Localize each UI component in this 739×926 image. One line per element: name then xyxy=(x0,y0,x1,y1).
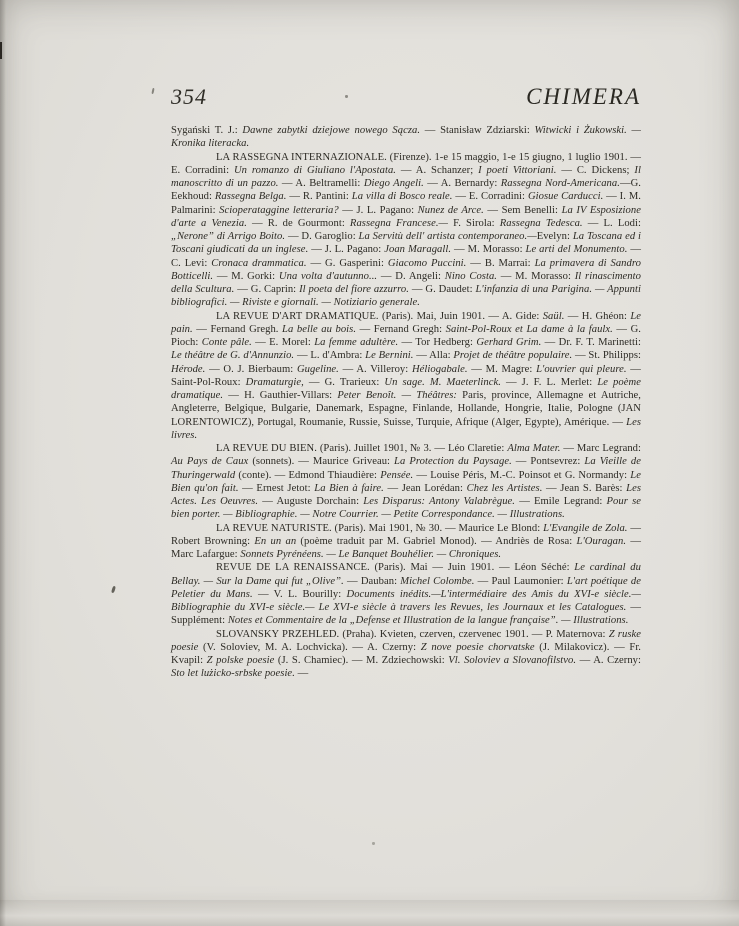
body-text: — Fernand Gregh. xyxy=(196,323,283,335)
body-text: Evelyn: xyxy=(536,231,573,242)
work-title-text: La Servitù dell' artista contemporaneo.— xyxy=(358,231,537,242)
paragraph xyxy=(171,628,641,681)
work-title-text: Diego Angeli. xyxy=(363,178,428,189)
body-text: — Emile Legrand: xyxy=(519,496,607,507)
body-text: — A. Czerny: xyxy=(579,655,642,666)
work-title-text: Hérode. xyxy=(171,363,210,375)
work-title-text: Dramaturgie, xyxy=(245,376,309,388)
body-text: — Saint-Pol-Roux: xyxy=(171,363,641,388)
scan-speck xyxy=(345,95,348,98)
body-text: — G. Gasperini: xyxy=(310,257,388,269)
work-title-text: Una volta d'autunno... xyxy=(278,270,381,282)
work-title-text: Notes et Commentaire de la „Defense et Illustration de la langue française”. — Illustrations. xyxy=(227,615,629,627)
body-text: — V. L. Bourilly: xyxy=(257,588,347,600)
work-title-text: Sonnets Pyrénéens. — Le Banquet Bouhélier. — Chroniques. xyxy=(240,549,502,560)
body-text: — I. M. Palmarini: xyxy=(171,191,642,216)
work-title-text: Pour se bien porter. — Bibliographie. — Notre Courrier. — Petite Correspondance. — Illustrations. xyxy=(171,496,642,521)
body-text: — H. Gauthier-Villars: xyxy=(228,390,338,401)
work-title-text: Rassegna Tedesca. xyxy=(499,217,588,229)
work-title-text: Chez les Artistes. xyxy=(466,482,547,494)
body-text: — J. L. Pagano: xyxy=(311,244,385,256)
journal-title: CHIMERA xyxy=(526,84,641,109)
body-text: LA REVUE NATURISTE. (Paris). Mai 1901, № 30. — Maurice Le Blond: xyxy=(216,522,544,534)
scan-speck xyxy=(151,88,154,94)
work-title-text: Le arti del Monumento. xyxy=(525,244,631,256)
scan-speck xyxy=(372,842,375,845)
work-title-text: Rassegna Francese.— xyxy=(349,217,454,229)
work-title-text: Nunez de Arce. xyxy=(417,204,488,216)
body-text: (V. Soloviev, M. A. Lochvicka). — A. Czerny: xyxy=(203,641,421,653)
work-title-text: Un romanzo di Giuliano l'Apostata. xyxy=(233,164,401,176)
body-text: — xyxy=(297,668,309,680)
work-title-text: Projet de théâtre populaire. xyxy=(453,350,575,362)
paragraph xyxy=(171,522,641,562)
work-title-text: Alma Mater. xyxy=(507,443,564,454)
work-title-text: Le poème dramatique. xyxy=(171,376,641,401)
work-title-text: L'Ouragan. xyxy=(576,535,631,547)
body-text: — A. Bernardy: xyxy=(427,178,501,189)
paragraph xyxy=(171,151,641,310)
body-text: — R. de Gourmont: xyxy=(252,217,350,229)
body-text: — D. Garoglio: xyxy=(287,231,359,242)
work-title-text: L'ouvrier qui pleure. xyxy=(536,363,631,375)
body-text: — L. d'Ambra: xyxy=(296,350,366,362)
work-title-text: Z ruske poesie xyxy=(171,628,641,653)
body-text: F. Sirola: xyxy=(453,217,500,229)
body-text: — L. Lodi: xyxy=(587,217,642,229)
body-text: Sygański T. J.: xyxy=(171,125,243,136)
work-title-text: Z nove poesie chorvatske xyxy=(420,641,540,653)
body-text: — E. Morel: xyxy=(255,337,315,348)
work-title-text: Les Disparus: Antony Valabrègue. xyxy=(363,496,520,507)
work-title-text: Z polske poesie xyxy=(206,655,278,666)
body-text: — E. Corradini: xyxy=(455,191,528,203)
work-title-text: La villa di Bosco reale. xyxy=(351,191,456,203)
body-text: — M. Morasso: xyxy=(454,244,526,256)
work-title-text: Gerhard Grim. xyxy=(476,337,545,348)
body-text: — M. Gorki: xyxy=(216,270,279,282)
work-title-text: Un sage. M. Maeterlinck. xyxy=(384,376,506,388)
work-title-text: Il poeta del fiore azzurro. xyxy=(299,284,412,295)
body-text: — M. Magre: xyxy=(471,363,537,375)
work-title-text: Rassegna Nord-Americana. xyxy=(500,178,620,189)
body-text: (J. Milakovicz). — Fr. Kvapil: xyxy=(171,641,642,666)
body-text: — C. Dickens; xyxy=(561,164,635,176)
body-text: —G. Eekhoud: xyxy=(171,178,641,203)
work-title-text: Pensée. xyxy=(380,469,417,481)
work-title-text: Nino Costa. xyxy=(444,270,501,282)
work-title-text: Documents inédits.—L'intermédiaire des Amis du XVI-e siècle.—Bibliographie du XVI-e siècle.— Le XVI-e siècle à travers les Revues, les Journaux et les Catalogues. xyxy=(171,588,641,613)
body-text: — M. Morasso: xyxy=(500,270,575,282)
work-title-text: La belle au bois. xyxy=(282,323,360,335)
work-title-text: Michel Colombe. xyxy=(400,575,478,587)
work-title-text: I poeti Vittoriani. xyxy=(478,164,562,176)
page-number: 354 xyxy=(171,84,207,109)
body-text: — Alla: xyxy=(416,350,454,362)
body-text: LA REVUE DU BIEN. (Paris). Juillet 1901, № 3. — Léo Claretie: xyxy=(216,443,508,454)
body-text: — A. Beltramelli: xyxy=(281,178,364,189)
body-text: — Stanisław Zdziarski: xyxy=(424,125,535,136)
work-title-text: L'infanzia di una Parigina. — Appunti bibliografici. — Riviste e giornali. — Notiziario generale. xyxy=(171,284,642,309)
body-text: — O. J. Bierbaum: xyxy=(209,363,297,375)
work-title-text: La femme adultère. xyxy=(314,337,402,348)
body-text: — Louise Péris, M.-C. Poinsot et G. Normandy: xyxy=(416,469,631,481)
body-text: — Fernand Gregh: xyxy=(359,323,446,335)
body-text: — G. Daudet: xyxy=(411,284,476,295)
scan-edge-mark xyxy=(0,42,2,59)
body-text: — Paul Laumonier: xyxy=(477,575,567,587)
work-title-text: La primavera di Sandro Botticelli. xyxy=(171,257,641,282)
body-text: — Marc Legrand: xyxy=(563,443,642,454)
work-title-text: La Toscana ed i Toscani giudicati da un inglese. xyxy=(171,231,642,256)
work-title-text: Héliogabale. xyxy=(411,363,472,375)
work-title-text: Scioperataggine letteraria? xyxy=(219,204,343,216)
body-text: — Sem Benelli: xyxy=(487,204,562,216)
text-block xyxy=(171,124,641,681)
work-title-text: Le cardinal du Bellay. — Sur la Dame qui fut „Olive”. xyxy=(171,562,641,587)
body-text: — H. Ghéon: xyxy=(567,310,631,322)
paragraph xyxy=(171,310,641,443)
work-title-text: Witwicki i Żukowski. — Kronika literacka. xyxy=(171,125,641,150)
work-title-text: „Nerone” di Arrigo Boito. xyxy=(171,231,288,242)
work-title-text: Le pain. xyxy=(171,310,642,335)
body-text: — A. Schanzer; xyxy=(400,164,479,176)
body-text: — Tor Hedberg: xyxy=(401,337,477,348)
body-text: — G. Trarieux: xyxy=(308,376,385,388)
work-title-text: Il rinascimento della Scultura. xyxy=(171,270,641,295)
work-title-text: Gugeline. xyxy=(296,363,343,375)
work-title-text: Sto let lużicko-srbske poesie. xyxy=(171,668,298,680)
body-text: — J. L. Pagano: xyxy=(342,204,418,216)
work-title-text: En un an xyxy=(254,535,301,547)
work-title-text: Il manoscritto di un pazzo. xyxy=(171,164,641,189)
page-header xyxy=(171,84,641,110)
work-title-text: Joan Maragall. xyxy=(384,244,455,256)
body-text: — Supplément: xyxy=(171,602,641,627)
body-text: — Auguste Dorchain: xyxy=(262,496,364,507)
work-title-text: Peter Benoît. — Théâtres: xyxy=(337,390,463,401)
body-text: — J. F. L. Merlet: xyxy=(505,376,598,388)
body-text: (poème traduit par M. Gabriel Monod). — Andriès de Rosa: xyxy=(300,535,577,547)
body-text: LA REVUE D'ART DRAMATIQUE. (Paris). Mai, Juin 1901. — A. Gide: xyxy=(216,310,543,322)
body-text: (conte). — Edmond Thiaudière: xyxy=(238,469,381,481)
work-title-text: Vl. Soloviev a Slovanofilstvo. xyxy=(448,655,580,666)
body-text: — Ernest Jetot: xyxy=(242,482,315,494)
body-text: — St. Philipps: xyxy=(574,350,641,362)
work-title-text: La IV Esposizione d'arte a Venezia. xyxy=(171,204,641,229)
body-text: — C. Levi: xyxy=(171,244,641,269)
scan-speck xyxy=(111,586,116,594)
body-text: — Dr. F. T. Marinetti: xyxy=(544,337,642,348)
body-text: — Dauban: xyxy=(346,575,401,587)
body-text: — Jean S. Barès: xyxy=(546,482,627,494)
work-title-text: Cronaca drammatica. xyxy=(211,257,311,269)
body-text: — R. Pantini: xyxy=(289,191,352,203)
work-title-text: Giosue Carducci. xyxy=(527,191,607,203)
work-title-text: Giacomo Puccini. xyxy=(387,257,471,269)
work-title-text: L'art poétique de Peletier du Mans. xyxy=(171,575,641,600)
work-title-text: La Vieille de Thuringerwald xyxy=(171,456,641,481)
body-text: — D. Angeli: xyxy=(380,270,445,282)
body-text: — Pontsevrez: xyxy=(515,456,585,468)
body-text: — B. Marrai: xyxy=(470,257,535,269)
body-text: — Jean Lorédan: xyxy=(387,482,467,494)
body-text: SLOVANSKY PRZEHLED. (Praha). Kvieten, czerven, czervenec 1901. — P. Maternova: xyxy=(216,628,609,640)
work-title-text: Dawne zabytki dziejowe nowego Sącza. xyxy=(242,125,425,136)
work-title-text: Les Actes. Les Oeuvres. xyxy=(171,482,642,507)
body-text: — Marc Lafargue: xyxy=(171,535,641,560)
body-text: (sonnets). — Maurice Griveau: xyxy=(252,456,395,468)
work-title-text: Le théâtre de G. d'Annunzio. xyxy=(171,350,297,362)
paragraph xyxy=(171,561,641,627)
scan-bottom-shadow xyxy=(0,900,739,926)
paragraph xyxy=(171,124,641,151)
paragraph xyxy=(171,442,641,522)
body-text: — Robert Browning: xyxy=(171,522,641,547)
work-title-text: Les livres. xyxy=(171,416,641,441)
body-text: (J. S. Chamiec). — M. Zdziechowski: xyxy=(277,655,449,666)
body-text: — A. Villeroy: xyxy=(342,363,412,375)
work-title-text: Rassegna Belga. xyxy=(214,191,290,203)
work-title-text: Conte pâle. xyxy=(201,337,256,348)
work-title-text: La Protection du Paysage. xyxy=(394,456,516,468)
work-title-text: Le Bien qu'on fait. xyxy=(171,469,641,494)
work-title-text: Saint-Pol-Roux et La dame à la faulx. xyxy=(445,323,617,335)
body-text: REVUE DE LA RENAISSANCE. (Paris). Mai — Juin 1901. — Léon Séché: xyxy=(216,562,575,574)
body-text: LA RASSEGNA INTERNAZIONALE. (Firenze). 1-e 15 maggio, 1-e 15 giugno, 1 luglio 1901. — E. Corradini: xyxy=(171,151,641,176)
body-text: — G. Pioch: xyxy=(171,323,641,348)
body-text: — G. Caprin: xyxy=(237,284,300,295)
work-title-text: L'Evangile de Zola. xyxy=(543,522,631,534)
work-title-text: La Bien à faire. xyxy=(314,482,388,494)
work-title-text: Saül. xyxy=(542,310,568,322)
body-text: Paris, province, Allemagne et Autriche, Angleterre, Belgique, Bulgarie, Danemark, Espagne, Finlande, Hollande, Hongrie, Italie, Pologne (JAN LORENTOWICZ), Portugal, Roumanie, Russie, Suisse, Turquie, Afrique (Alger, Egypte), Amérique. — xyxy=(171,390,641,428)
work-title-text: Le Bernini. xyxy=(365,350,417,362)
work-title-text: Au Pays de Caux xyxy=(171,456,253,468)
